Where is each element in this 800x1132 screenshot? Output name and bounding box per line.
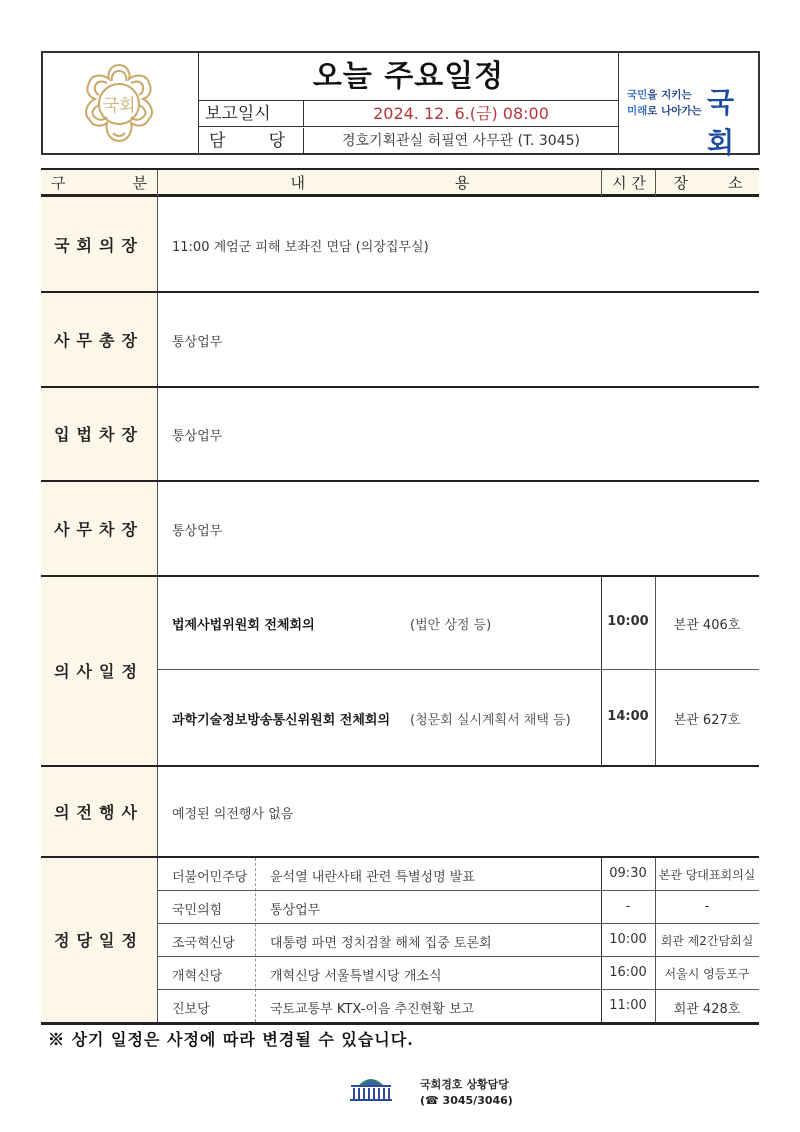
party-event-time: 16:00 [609,965,647,980]
agenda-item-1-title: 법제사법위원회 전체회의 [172,618,315,633]
owner-label-b: 당 [268,131,285,151]
owner-value: 경호기획관실 허필연 사무관 (T. 3045) [342,133,580,149]
party-event-place: 회관 제2간담회실 [660,934,754,948]
party-row-divider [157,923,759,924]
speaker-schedule: 11:00 계엄군 피해 보좌진 면담 (의장집무실) [172,240,429,255]
category-party-schedule: 정당일정 [54,931,144,950]
agenda-time-divider [601,577,602,765]
slogan-line-2: 미래로 나아가는 [627,105,702,117]
category-legislative-deputy: 입법차장 [54,425,144,444]
party-event-time: 09:30 [609,866,647,881]
party-name: 국민의힘 [172,903,223,918]
party-event-place: 회관 428호 [673,1002,741,1017]
agenda-item-2-time: 14:00 [607,709,649,724]
agenda-place-divider [655,577,656,765]
header-time: 시 간 [601,170,656,196]
category-speaker: 국회의장 [54,235,144,255]
owner-label-a: 담 [209,131,226,151]
report-time-row [199,101,618,127]
party-name-divider [255,858,256,1022]
party-event-place: 본관 당대표회의실 [658,868,756,882]
party-row-divider [157,956,759,957]
category-agenda: 의사일정 [54,662,144,681]
party-event-place: 서울시 영등포구 [664,967,750,981]
party-name: 개혁신당 [172,969,223,984]
party-event-place: - [704,899,710,914]
party-event: 국토교통부 KTX-이음 추진현황 보고 [270,1002,475,1017]
secretary-general-schedule: 통상업무 [172,335,223,350]
header-center [199,53,618,153]
assembly-slogan-logo [627,83,755,159]
party-event-time: - [625,899,631,914]
owner-label [199,128,304,154]
agenda-item-1-time: 10:00 [607,614,649,629]
schedule-change-notice: ※ 상기 일정은 사정에 따라 변경될 수 있습니다. [48,1030,414,1049]
party-row-divider [157,890,759,891]
page-title: 오늘 주요일정 [199,53,618,101]
party-event: 개혁신당 서울특별시당 개소식 [270,969,442,984]
emblem-cell [43,53,199,153]
ceremony-schedule: 예정된 의전행사 없음 [172,807,294,822]
legislative-deputy-schedule: 통상업무 [172,429,223,444]
agenda-subrow-divider [157,669,759,670]
table-header [41,168,759,197]
header-category: 구 분 [51,174,147,192]
national-assembly-emblem-icon [69,61,169,147]
header-content: 내 용 [157,170,602,196]
deputy-secretary-schedule: 통상업무 [172,524,223,539]
slogan-brand: 국회 [707,86,732,159]
party-event: 윤석열 내란사태 관련 특별성명 발표 [270,870,475,885]
svg-text:국회: 국회 [102,96,136,116]
category-ceremony: 의전행사 [54,802,144,822]
party-event: 대통령 파면 정치검찰 해체 집중 토론회 [270,936,492,951]
agenda-item-2-note: (청문회 실시계획서 채택 등) [410,713,571,728]
party-event-time: 10:00 [609,932,647,947]
report-time-label: 보고일시 [199,101,304,127]
category-deputy-secretary: 사무차장 [54,519,144,539]
party-name: 더불어민주당 [172,870,248,885]
report-time-value: 2024. 12. 6.(금) 08:00 [373,104,549,123]
agenda-item-2-place: 본관 627호 [673,713,741,728]
assembly-building-icon [347,1073,395,1103]
table-bottom-border [41,1022,759,1025]
agenda-item-2-title: 과학기술정보방송통신위원회 전체회의 [172,713,391,728]
header-place: 장 소 [655,170,760,196]
owner-row [199,128,618,154]
party-name: 조국혁신당 [172,936,235,951]
party-row-divider [157,989,759,990]
party-event-time: 11:00 [609,998,647,1013]
footer-phone: (☎ 3045/3046) [420,1094,513,1107]
slogan-cell [618,53,758,159]
party-name: 진보당 [172,1002,210,1017]
category-divider [157,197,158,1023]
category-secretary-general: 사무총장 [54,330,144,350]
party-event: 통상업무 [270,903,321,918]
footer-department: 국회경호 상황담당 [420,1078,509,1091]
report-header [41,51,760,159]
agenda-item-1-note: (법안 상정 등) [410,618,492,633]
slogan-line-1: 국민을 지키는 [627,89,692,101]
agenda-item-1-place: 본관 406호 [673,618,741,633]
